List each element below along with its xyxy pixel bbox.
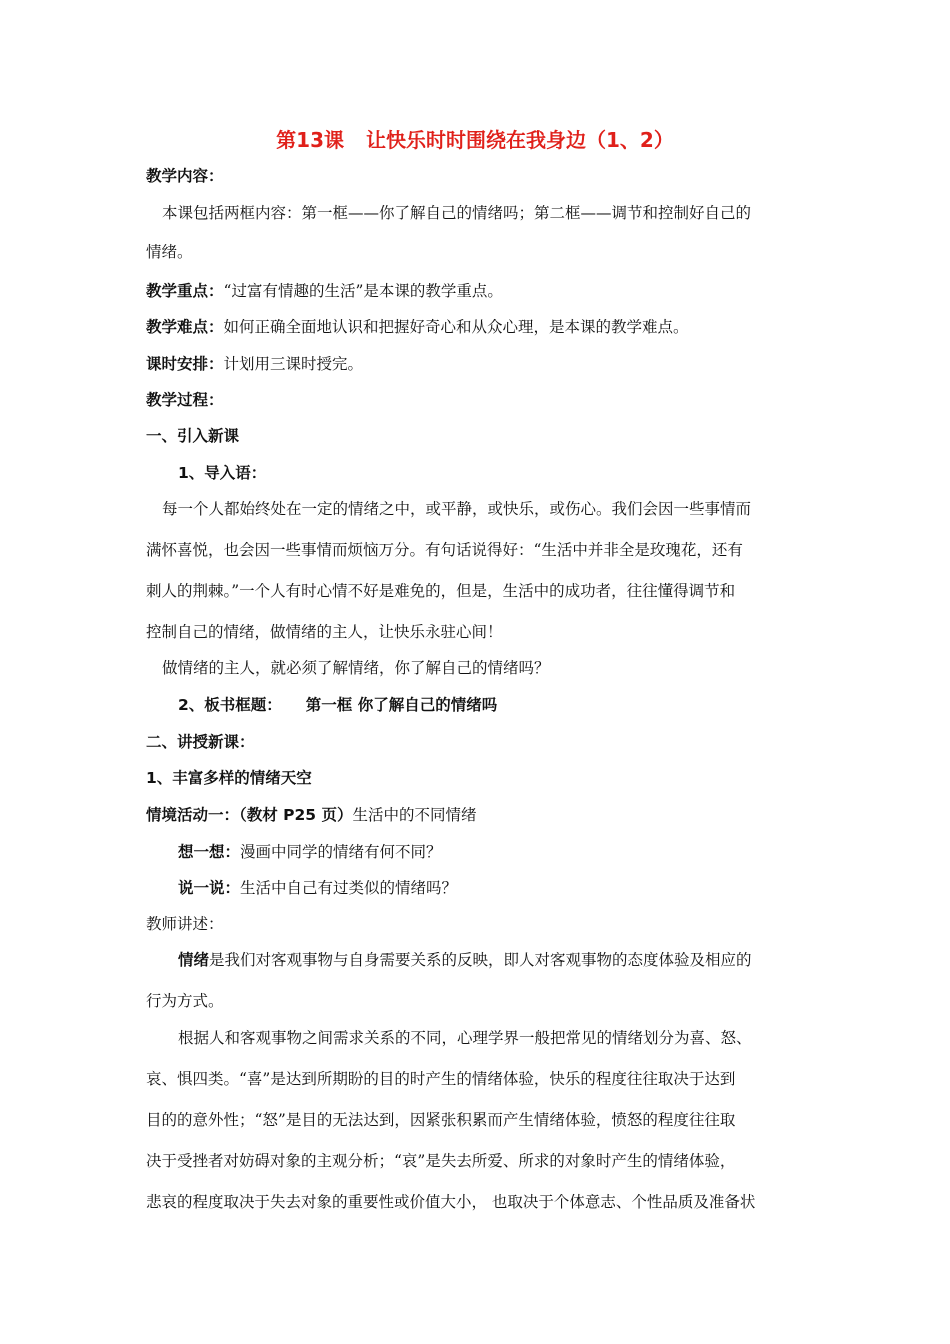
intro-heading: 1、导入语： (178, 464, 267, 482)
content-heading: 教学内容： (146, 167, 224, 185)
think-label: 想一想： (178, 843, 241, 861)
key-point-text: “过富有情趣的生活”是本课的教学重点。 (223, 282, 503, 300)
content-text-line-1: 本课包括两框内容：第一框——你了解自己的情绪吗；第二框——调节和控制好自己的 (162, 204, 752, 222)
intro-question: 做情绪的主人，就必须了解情绪，你了解自己的情绪吗？ (162, 659, 550, 677)
say-line (178, 878, 457, 898)
lesson-number: 第13课 (276, 128, 344, 152)
definition-text: 是我们对客观事物与自身需要关系的反映，即人对客观事物的态度体验及相应的 (209, 951, 752, 969)
paragraph-line-4: 决于受挫者对妨碍对象的主观分析；“哀”是失去所爱、所求的对象时产生的情绪体验， (146, 1152, 736, 1170)
intro-line-4: 控制自己的情绪，做情绪的主人，让快乐永驻心间！ (146, 623, 503, 641)
key-point (146, 281, 503, 301)
activity-text: 生活中的不同情绪 (352, 806, 477, 824)
difficulty-text: 如何正确全面地认识和把握好奇心和从众心理，是本课的教学难点。 (223, 318, 689, 336)
activity-label: 情境活动一：（教材 P25 页） (146, 806, 353, 824)
think-line (178, 842, 442, 862)
teacher-narration-label: 教师讲述： (146, 915, 224, 933)
think-text: 漫画中同学的情绪有何不同？ (240, 843, 442, 861)
board-label: 2、板书框题： (178, 696, 282, 714)
paragraph-line-5: 悲哀的程度取决于失去对象的重要性或价值大小， 也取决于个体意志、个性品质及准备状 (146, 1193, 756, 1211)
activity-line (146, 805, 477, 825)
difficulty-label: 教学难点： (146, 318, 224, 336)
schedule-text: 计划用三课时授完。 (223, 355, 364, 373)
paragraph-line-3: 目的的意外性；“怒”是目的无法达到，因紧张积累而产生情绪体验，愤怒的程度往往取 (146, 1111, 736, 1129)
board-text: 第一框 你了解自己的情绪吗 (305, 696, 498, 714)
process-heading: 教学过程： (146, 391, 224, 409)
schedule (146, 354, 363, 374)
definition-line-2: 行为方式。 (146, 992, 224, 1010)
paragraph-line-2: 哀、惧四类。“喜”是达到所期盼的目的时产生的情绪体验，快乐的程度往往取决于达到 (146, 1070, 736, 1088)
subsection-1-heading: 1、丰富多样的情绪天空 (146, 769, 312, 787)
lesson-title (0, 124, 950, 153)
schedule-label: 课时安排： (146, 355, 224, 373)
section-2-heading: 二、讲授新课： (146, 733, 255, 751)
difficulty-point (146, 317, 689, 337)
definition-term: 情绪 (178, 951, 210, 969)
definition-line-1 (178, 950, 752, 970)
lesson-name: 让快乐时时围绕在我身边（1、2） (366, 128, 674, 152)
key-point-label: 教学重点： (146, 282, 224, 300)
paragraph-line-1: 根据人和客观事物之间需求关系的不同，心理学界一般把常见的情绪划分为喜、怒、 (178, 1029, 752, 1047)
section-1-heading: 一、引入新课 (146, 427, 240, 445)
say-text: 生活中自己有过类似的情绪吗？ (240, 879, 458, 897)
content-text-line-2: 情绪。 (146, 243, 193, 261)
board-title (178, 695, 497, 715)
intro-line-2: 满怀喜悦，也会因一些事情而烦恼万分。有句话说得好：“生活中并非全是玫瑰花，还有 (146, 541, 743, 559)
say-label: 说一说： (178, 879, 241, 897)
intro-line-3: 刺人的荆棘。”一个人有时心情不好是难免的，但是，生活中的成功者，往往懂得调节和 (146, 582, 736, 600)
intro-line-1: 每一个人都始终处在一定的情绪之中，或平静，或快乐，或伤心。我们会因一些事情而 (162, 500, 752, 518)
